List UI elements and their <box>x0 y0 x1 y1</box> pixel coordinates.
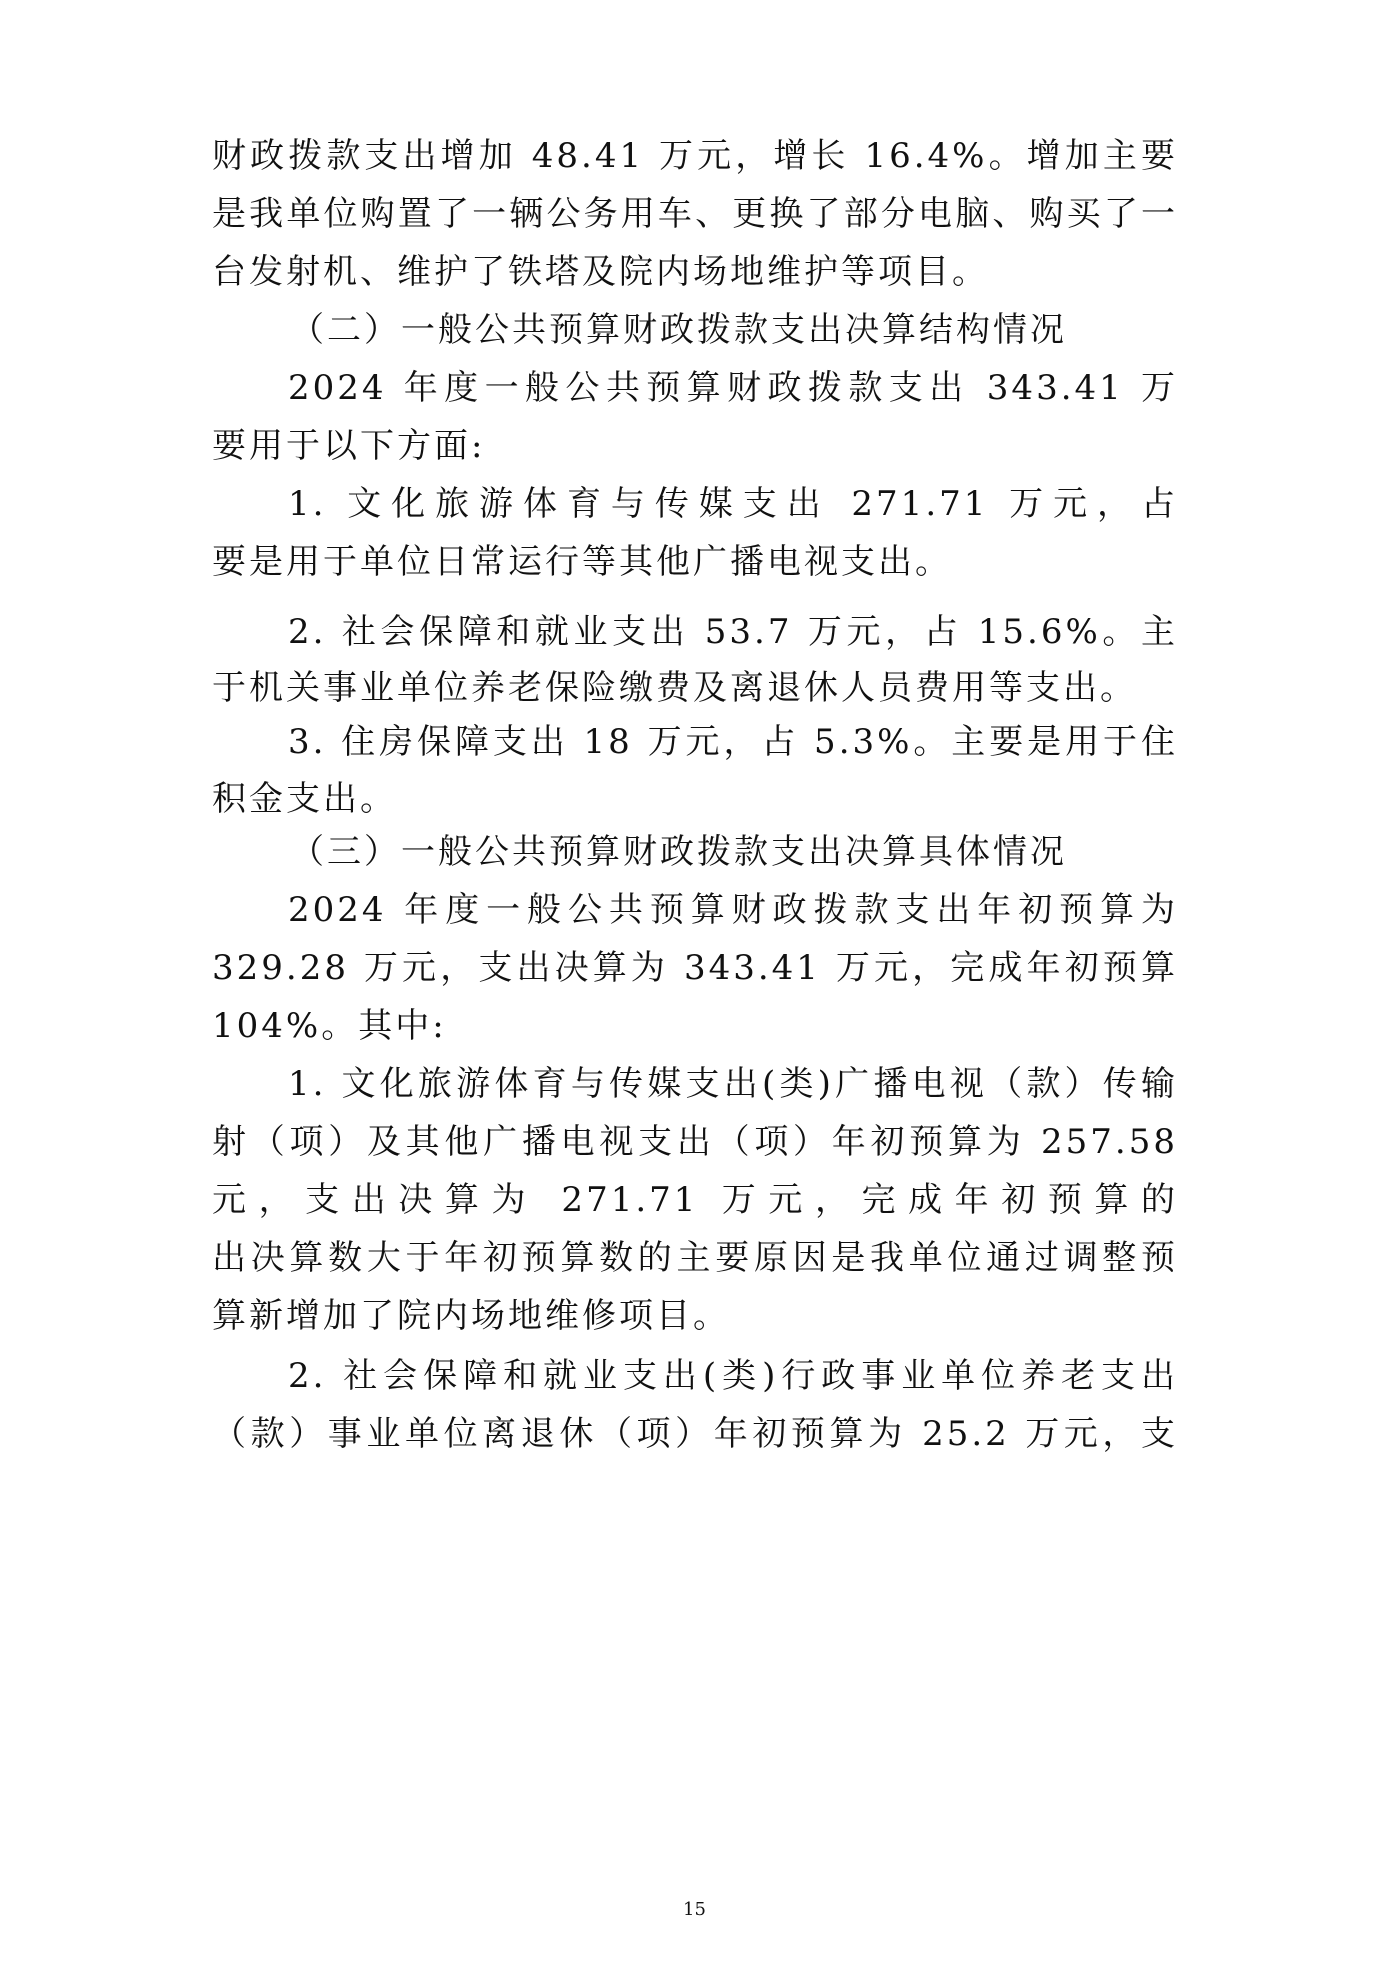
paragraph-line: 财政拨款支出增加 48.41 万元，增长 16.4%。增加主要 <box>212 136 1178 176</box>
paragraph-line: 算新增加了院内场地维修项目。 <box>212 1296 730 1336</box>
paragraph-line: 台发射机、维护了铁塔及院内场地维护等项目。 <box>212 252 989 292</box>
paragraph-line: 出决算数大于年初预算数的主要原因是我单位通过调整预 <box>212 1238 1178 1278</box>
page-number: 15 <box>683 1899 706 1920</box>
paragraph-line: 2. 社会保障和就业支出 53.7 万元，占 15.6%。主 <box>288 612 1178 652</box>
paragraph-line: 积金支出。 <box>212 779 397 819</box>
paragraph-line: 于机关事业单位养老保险缴费及离退休人员费用等支出。 <box>212 668 1137 708</box>
paragraph-line: 1. 文化旅游体育与传媒支出(类)广播电视（款）传输 <box>288 1064 1178 1104</box>
paragraph-line: 3. 住房保障支出 18 万元，占 5.3%。主要是用于住 <box>288 722 1178 762</box>
paragraph-line: 2. 社会保障和就业支出(类)行政事业单位养老支出 <box>288 1356 1178 1396</box>
paragraph-line: （款）事业单位离退休（项）年初预算为 25.2 万元，支 <box>212 1414 1178 1454</box>
paragraph-line: 329.28 万元，支出决算为 343.41 万元，完成年初预算 <box>212 948 1178 988</box>
paragraph-line: 要用于以下方面: <box>212 426 486 466</box>
paragraph-line: 是我单位购置了一辆公务用车、更换了部分电脑、购买了一 <box>212 194 1178 234</box>
paragraph-line: 104%。其中: <box>212 1006 447 1046</box>
paragraph-line: 2024 年度一般公共预算财政拨款支出年初预算为 <box>288 890 1178 930</box>
paragraph-line: 射（项）及其他广播电视支出（项）年初预算为 257.58 <box>212 1122 1178 1162</box>
section-heading: （二）一般公共预算财政拨款支出决算结构情况 <box>290 310 1067 350</box>
paragraph-line: 要是用于单位日常运行等其他广播电视支出。 <box>212 542 952 582</box>
section-heading: （三）一般公共预算财政拨款支出决算具体情况 <box>290 832 1067 872</box>
paragraph-line: 2024 年度一般公共预算财政拨款支出 343.41 万 <box>288 368 1178 408</box>
paragraph-line: 1. 文化旅游体育与传媒支出 271.71 万元，占 <box>288 484 1178 524</box>
paragraph-line: 元，支出决算为 271.71 万元，完成年初预算的 <box>212 1180 1178 1220</box>
